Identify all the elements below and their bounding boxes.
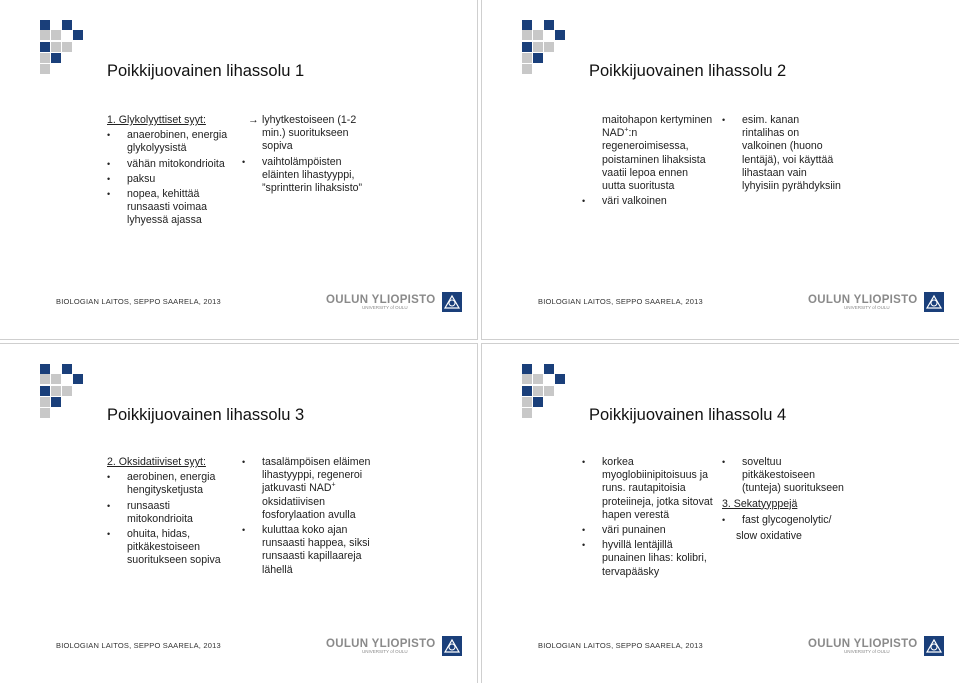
bullet-item: • korkea myoglobiinipitoisuus ja runs. rautapitoisia proteiineja, jotka sitovat hapen verestä [582, 456, 714, 522]
university-name: OULUN YLIOPISTO [326, 294, 436, 306]
bullet-item: • runsaasti mitokondrioita [107, 500, 237, 526]
university-logo [808, 292, 944, 312]
brand-squares-icon [522, 364, 574, 416]
footer-department: BIOLOGIAN LAITOS, SEPPO SAARELA, 2013 [56, 641, 221, 650]
university-sub: UNIVERSITY of OULU [844, 305, 890, 310]
slide-title: Poikkijuovainen lihassolu 4 [589, 406, 787, 424]
university-name: OULUN YLIOPISTO [808, 638, 918, 650]
bullet-item: • fast glycogenolytic/ [722, 514, 852, 527]
brand-squares-icon [522, 20, 574, 72]
university-sub: UNIVERSITY of OULU [844, 649, 890, 654]
slide-1 [0, 0, 478, 340]
left-column [107, 114, 237, 230]
arrow-right-icon: → [248, 114, 259, 126]
slide-3 [0, 343, 478, 683]
right-column [722, 456, 852, 543]
university-seal-icon [442, 636, 462, 656]
university-seal-icon [924, 292, 944, 312]
section-heading: 2. Oksidatiiviset syyt: [107, 456, 206, 468]
left-column [582, 114, 714, 210]
right-column [242, 114, 372, 197]
bullet-item: • hyvillä lentäjillä punainen lihas: kolibri, tervapääsky [582, 539, 714, 579]
slide-title: Poikkijuovainen lihassolu 1 [107, 62, 305, 80]
arrow-item: → lyhytkestoiseen (1-2 min.) suoritukseen sopiva [248, 114, 357, 153]
university-name: OULUN YLIOPISTO [808, 294, 918, 306]
footer-department: BIOLOGIAN LAITOS, SEPPO SAARELA, 2013 [56, 297, 221, 306]
slide-title: Poikkijuovainen lihassolu 2 [589, 62, 787, 80]
university-seal-icon [924, 636, 944, 656]
bullet-item: • nopea, kehittää runsaasti voimaa lyhyessä ajassa [107, 188, 237, 228]
right-column [722, 114, 844, 195]
university-name: OULUN YLIOPISTO [326, 638, 436, 650]
left-column [582, 456, 714, 581]
university-sub: UNIVERSITY of OULU [362, 649, 408, 654]
university-logo [326, 636, 462, 656]
right-column [242, 456, 372, 579]
bullet-item: • ohuita, hidas, pitkäkestoiseen suoritukseen sopiva [107, 528, 237, 568]
bullet-item: • aerobinen, energia hengitysketjusta [107, 471, 237, 497]
slide-2 [481, 0, 959, 340]
university-logo [808, 636, 944, 656]
footer-department: BIOLOGIAN LAITOS, SEPPO SAARELA, 2013 [538, 297, 703, 306]
continuation-text: slow oxidative [736, 530, 802, 543]
footer-department: BIOLOGIAN LAITOS, SEPPO SAARELA, 2013 [538, 641, 703, 650]
brand-squares-icon [40, 364, 92, 416]
section-heading: 3. Sekatyyppejä [722, 497, 798, 510]
bullet-item: • tasalämpöisen eläimen lihastyyppi, regeneroi jatkuvasti NAD+ oksidatiivisen fosforylaation avulla [242, 456, 372, 522]
bullet-item: • kuluttaa koko ajan runsaasti happea, siksi runsaasti kapillaareja lähellä [242, 524, 372, 577]
left-column [107, 456, 237, 570]
bullet-item: • anaerobinen, energia glykolyysistä [107, 129, 237, 155]
bullet-item: • vaihtolämpöisten eläinten lihastyyppi, ”sprintterin lihaksisto” [242, 156, 372, 196]
bullet-item: maitohapon kertyminen NAD+:n regeneroimisessa, poistaminen lihaksista vaatii lepoa ennen uutta suoritusta [602, 114, 713, 193]
slide-4 [481, 343, 959, 683]
bullet-item: • vähän mitokondrioita [107, 158, 237, 171]
bullet-item: • väri valkoinen [582, 195, 714, 208]
brand-squares-icon [40, 20, 92, 72]
section-heading: 1. Glykolyyttiset syyt: [107, 114, 206, 126]
slide-title: Poikkijuovainen lihassolu 3 [107, 406, 305, 424]
university-logo [326, 292, 462, 312]
bullet-item: • väri punainen [582, 524, 714, 537]
university-seal-icon [442, 292, 462, 312]
university-sub: UNIVERSITY of OULU [362, 305, 408, 310]
bullet-item: • soveltuu pitkäkestoiseen (tunteja) suoritukseen [722, 456, 852, 496]
bullet-item: • paksu [107, 173, 237, 186]
bullet-item: • esim. kanan rintalihas on valkoinen (huono lentäjä), voi käyttää lihastaan vain lyhyisiin pyrähdyksiin [722, 114, 844, 193]
